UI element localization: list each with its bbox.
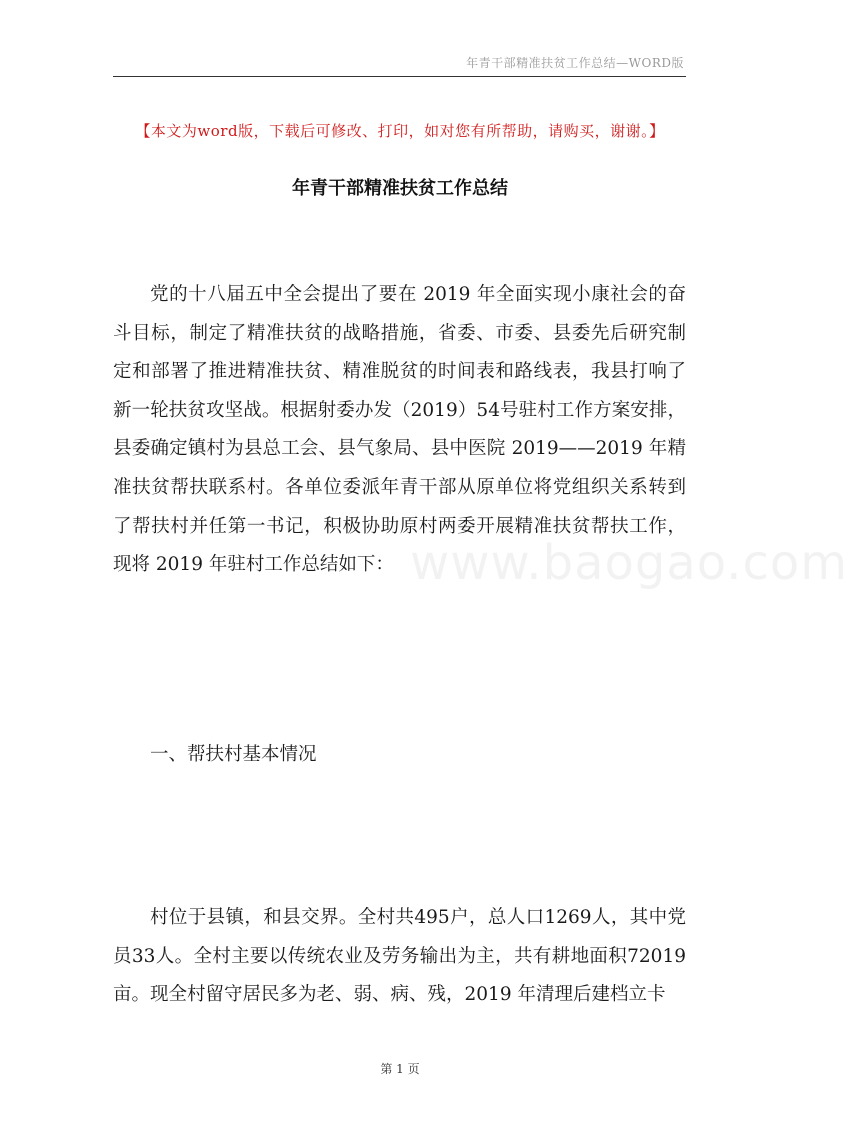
watermark: www.baogao.com (410, 535, 848, 591)
download-notice: 【本文为word版，下载后可修改、打印，如对您有所帮助，请购买，谢谢。】 (135, 122, 665, 140)
page-header (113, 52, 686, 77)
intro-paragraph: 党的十八届五中全会提出了要在 2019 年全面实现小康社会的奋斗目标，制定了精准扶贫的战略措施，省委、市委、县委先后研究制定和部署了推进精准扶贫、精准脱贫的时间表和路线表，我县打响了新一轮扶贫攻坚战。根据射委办发（2019）54号驻村工作方案安排，县委确定镇村为县总工会、县气象局、县中医院 2019——2019 年精准扶贫帮扶联系村。各单位委派年青干部从原单位将党组织关系转到了帮扶村并任第一书记，积极协助原村两委开展精准扶贫帮扶工作，现将 2019 年驻村工作总结如下： (113, 284, 686, 576)
running-title: 年青干部精准扶贫工作总结—WORD版 (466, 56, 684, 70)
section-heading: 一、帮扶村基本情况 (150, 744, 317, 765)
page-number: 第 1 页 (380, 1062, 420, 1076)
section-paragraph: 村位于县镇，和县交界。全村共495户，总人口1269人，其中党员33人。全村主要以传统农业及劳务输出为主，共有耕地面积72019亩。现全村留守居民多为老、弱、病、残，2019 年清理后建档立卡 (113, 907, 686, 1006)
document-title: 年青干部精准扶贫工作总结 (292, 178, 508, 199)
